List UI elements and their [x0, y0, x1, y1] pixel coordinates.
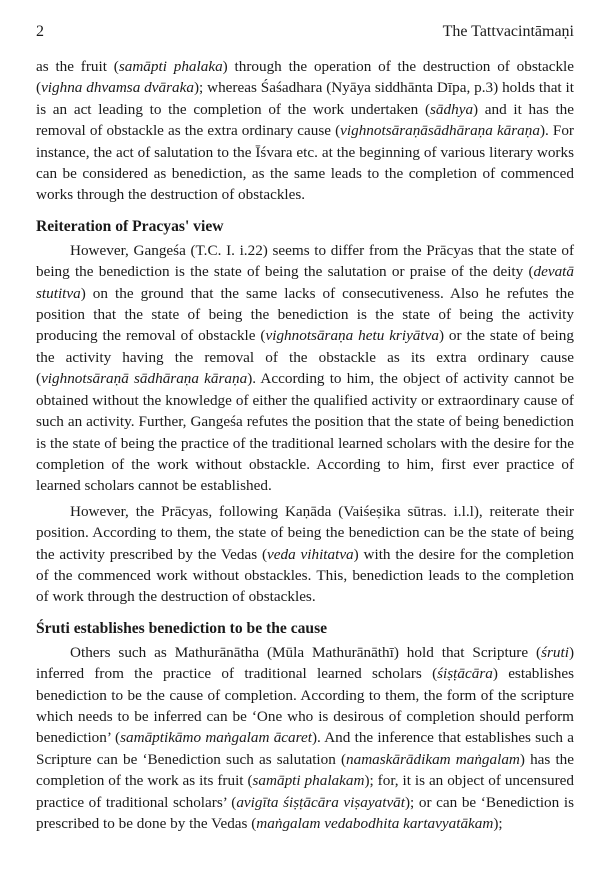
- page-number: 2: [36, 23, 44, 40]
- paragraph-4: Others such as Mathurānātha (Mūla Mathurānāthī) hold that Scripture (śruti) inferred from the practice of traditional learned scholars (śiṣṭācāra) establishes benediction to be the cause of completion. According to them, the form of the scripture which needs to be inferred can be ‘One who is desirous of completion should perform benediction’ (samāptikāmo maṅgalam ācaret). And the inference that establishes such a Scripture can be ‘Benediction such as salutation (namaskārādikam maṅgalam) has the completion of the work as its fruit (samāpti phalakam); for, it is an object of uncensured practice of traditional scholars’ (avigīta śiṣṭācāra viṣayatvāt); or can be ‘Benediction is prescribed to be done by the Vedas (maṅgalam vedabodhita kartavyatākam);: [36, 643, 575, 832]
- paragraph-2: However, Gangeśa (T.C. I. i.22) seems to differ from the Prācyas that the state of being the benediction is the state of being the salutation or praise of the deity (devatā stutitva) on the ground that the same lacks of consecutiveness. Also he refutes the position that the state of being the benediction is the state of being the activity producing the removal of obstackle (vighnotsāraṇa hetu kriyātva) or the state of being the activity having the removal of the obstackle as its extra ordinary cause (vighnotsāraṇā sādhāraṇa kāraṇa). According to him, the object of activity cannot be obtained without the knowledge of either the qualified activity or extraordinary cause of such an activity. Further, Gangeśa refutes the position that the state of being benediction is the state of being the practice of the traditional learned scholars with the desire for the completion of the work without obstackle. According to him, first ever practice of learned scholars cannot be established.: [36, 241, 574, 495]
- paragraph-3: However, the Prācyas, following Kaṇāda (Vaiśeṣika sūtras. i.l.l), reiterate their position. According to them, the state of being the benediction can be the state of being the activity prescribed by the Vedas (veda vihitatva) with the desire for the completion of the commenced work without obstackles. This, benediction leads to the completion of work through the destruction of obstackles.: [36, 502, 574, 606]
- section-heading-sruti: Śruti establishes benediction to be the cause: [36, 619, 328, 637]
- document-page: [36, 22, 574, 834]
- running-title: The Tattvacintāmaṇi: [442, 23, 574, 40]
- paragraph-1: as the fruit (samāpti phalaka) through the operation of the destruction of obstackle (vighna dhvamsa dvāraka); whereas Śaśadhara (Nyāya siddhānta Dīpa, p.3) holds that it is an act leading to the completion of the work undertaken (sādhya) and it has the removal of obstackle as the extra ordinary cause (vighnotsāraṇāsādhāraṇa kāraṇa). For instance, the act of salutation to the Īśvara etc. at the beginning of various literary works can be considered as benediction, as the same leads to the completion of commenced works through the destruction of obstackles.: [36, 58, 575, 204]
- page-header: [36, 22, 574, 42]
- section-heading-pracyas: Reiteration of Pracyas' view: [36, 217, 224, 235]
